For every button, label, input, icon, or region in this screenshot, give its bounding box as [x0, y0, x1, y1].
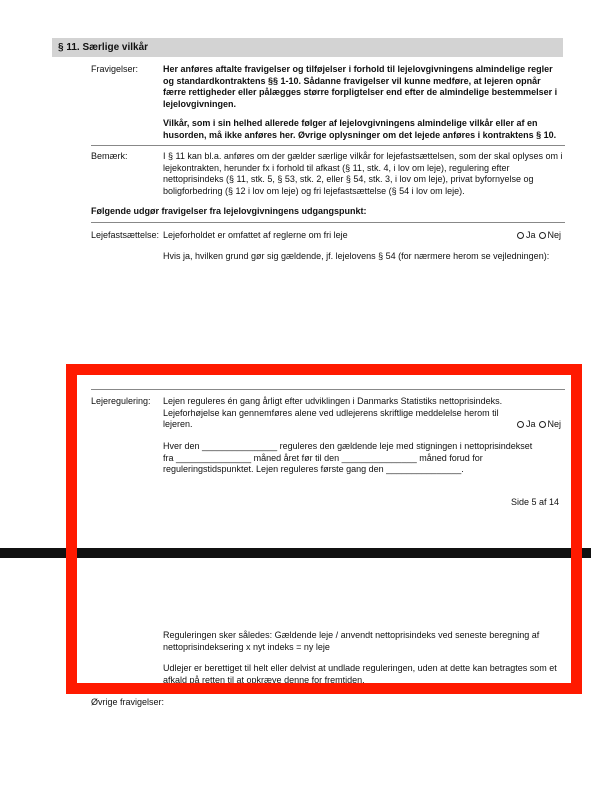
radio-ja-label: Ja — [526, 230, 536, 240]
radio-nej-label: Nej — [547, 419, 562, 429]
radio-ja-label: Ja — [526, 419, 536, 429]
regulering-fill-in: Hver den _______________ reguleres den gældende leje med stigningen i nettoprisindekset fra _______________ måned året før til den _______________ måned forud for reguleringstidspunktet. Lejen reguleres første gang den _______________. — [163, 441, 533, 474]
udlejer-note: Udlejer er berettiget til helt eller delvist at undlade reguleringen, uden at dette kan betragtes som et afkald på retten til at opkræve denne for fremtiden. — [163, 663, 557, 685]
lejeregulering-text: Lejen reguleres én gang årligt efter udviklingen i Danmarks Statistiks nettoprisindeks. Lejeforhøjelse kan gennemføres alene ved udlejerens skriftlige meddelelse herom til lejeren. — [163, 396, 503, 429]
page-number: Side 5 af 14 — [511, 497, 560, 507]
udgangspunkt-heading: Følgende udgør fravigelser fra lejelovgivningens udgangspunkt: — [91, 206, 367, 216]
highlight-frame — [66, 364, 582, 694]
fri-leje-question: Lejeforholdet er omfattet af reglerne om fri leje — [163, 230, 348, 240]
lejeregulering-label: Lejeregulering: — [91, 396, 151, 406]
section-title: § 11. Særlige vilkår — [58, 42, 149, 53]
fri-leje-followup: Hvis ja, hvilken grund gør sig gældende, jf. lejelovens § 54 (for nærmere herom se vejledningen): — [163, 251, 550, 261]
regulering-formula: Reguleringen sker således: Gældende leje / anvendt nettoprisindeks ved seneste beregning af nettoprisindeksering x nyt indeks = ny leje — [163, 630, 540, 652]
oevrige-fravigelser-label: Øvrige fravigelser: — [91, 697, 165, 707]
radio-nej[interactable] — [539, 232, 546, 239]
radio-nej-label: Nej — [547, 230, 562, 240]
fri-leje-options — [514, 230, 561, 242]
fravigelser-paragraph-2: Vilkår, som i sin helhed allerede følger af lejelovgivningens almindelige vilkår eller af en husorden, må ikke anføres her. Øvrige oplysninger om det lejede anføres i kontraktens § 10. — [163, 118, 557, 140]
lejefastsaettelse-label: Lejefastsættelse: — [91, 230, 160, 240]
divider-line — [91, 145, 565, 146]
radio-ja[interactable] — [517, 232, 524, 239]
bemaerk-label: Bemærk: — [91, 151, 128, 161]
fravigelser-paragraph-1: Her anføres aftalte fravigelser og tilføjelser i forhold til lejelovgivningens almindelige regler og standardkontraktens §§ 1-10. Sådanne fravigelser vil kunne medføre, at lejeren opnår færre rettigheder eller pålægges større forpligtelser end efter de almindelige bestemmelser i lejelovgivningen. — [163, 64, 558, 109]
divider-line — [91, 222, 565, 223]
fravigelser-label: Fravigelser: — [91, 64, 139, 74]
bemaerk-text: I § 11 kan bl.a. anføres om der gælder særlige vilkår for lejefastsættelsen, som der skal oplyses om i lejekontrakten, herunder fx i forhold til afkast (§ 11, stk. 4, i lov om leje), regulering efter nettoprisindeks (§ 11, stk. 5, § 53, stk. 2, eller § 54, stk. 3, i lov om leje), privat byfornyelse og boligforbedring (§ 12 i lov om leje) og fri lejefastsættelse (§ 54 i lov om leje). — [163, 151, 563, 196]
